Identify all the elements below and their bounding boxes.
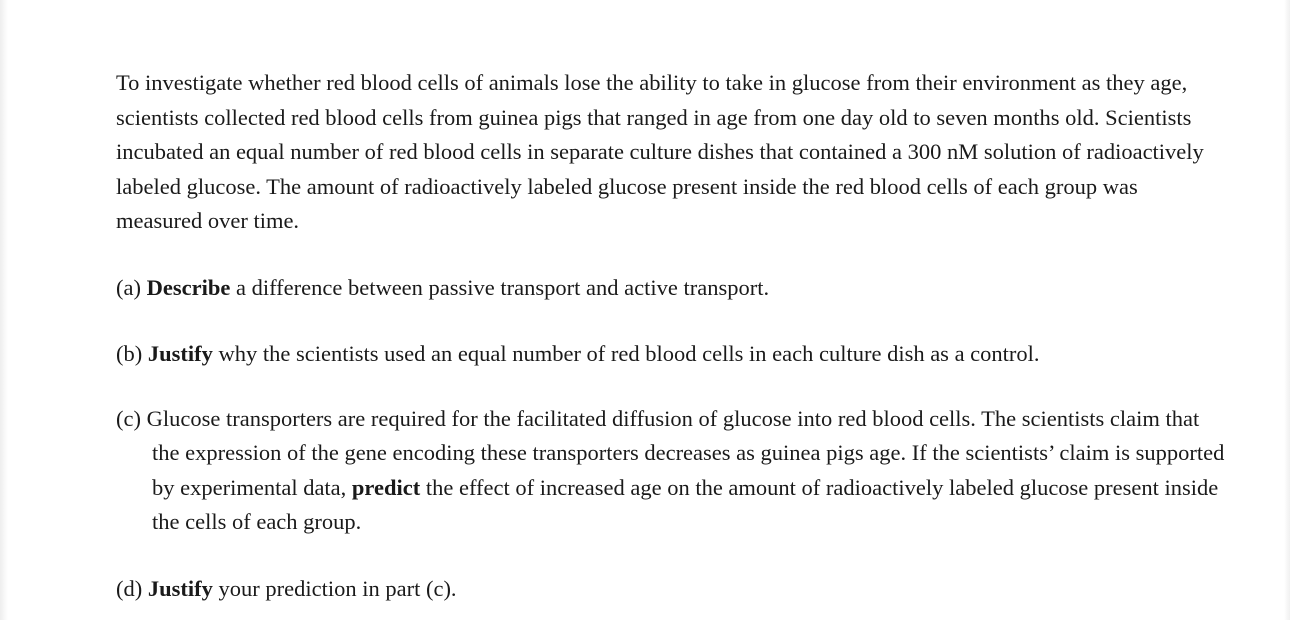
page-edge-shadow-left xyxy=(0,0,8,620)
question-body xyxy=(116,66,1226,606)
part-a xyxy=(116,271,1226,306)
intro-paragraph: To investigate whether red blood cells of animals lose the ability to take in glucose from their environment as they age, scientists collected red blood cells from guinea pigs that ranged in age from one day old to seven months old. Scientists incubated an equal number of red blood cells in separate culture dishes that contained a 300 nM solution of radioactively labeled glucose. The amount of radioactively labeled glucose present inside the red blood cells of each group was measured over time. xyxy=(116,70,1204,233)
part-b xyxy=(116,337,1226,372)
part-d xyxy=(116,572,1226,607)
part-d-keyword: Justify xyxy=(147,575,213,601)
part-c xyxy=(116,402,1226,540)
part-c-text-before: Glucose transporters are required for the facilitated diffusion of glucose into red blood cells. The scientists claim that the expression of the gene encoding these transporters decreases as guinea pigs age. If the scientists’ claim is supported by experimental data, xyxy=(146,405,1225,500)
part-b-text: why the scientists used an equal number of red blood cells in each culture dish as a control. xyxy=(218,341,1040,366)
part-d-label: (d) xyxy=(116,575,143,601)
page-edge-shadow-right xyxy=(1284,0,1290,620)
part-c-text-after: the effect of increased age on the amount of radioactively labeled glucose present inside the cells of each group. xyxy=(152,474,1219,534)
part-a-label: (a) xyxy=(116,274,141,300)
part-c-keyword: predict xyxy=(351,474,421,500)
part-c-label: (c) xyxy=(116,405,141,431)
part-a-text: a difference between passive transport and active transport. xyxy=(235,274,770,300)
part-d-text: your prediction in part (c). xyxy=(218,575,457,601)
part-b-label: (b) xyxy=(116,341,143,366)
part-a-keyword: Describe xyxy=(146,274,231,300)
part-b-keyword: Justify xyxy=(147,341,213,366)
